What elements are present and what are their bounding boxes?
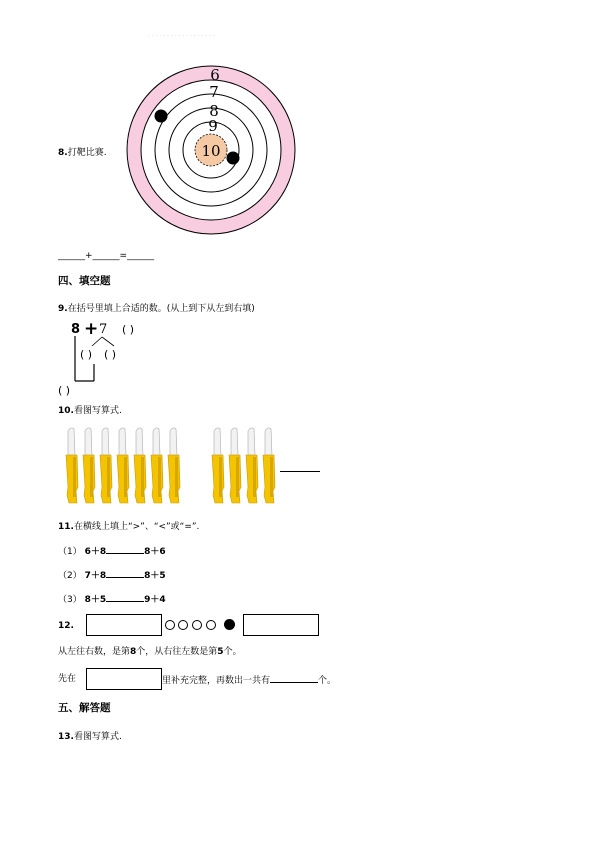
section-4-title: 四、填空题 [58,275,111,287]
q11-blank-2[interactable] [106,568,144,578]
q12-box-right[interactable] [243,614,319,636]
q11-item-2: （2） 7＋8 8＋5 [58,568,166,582]
faint-header: · · · · · · · · · · · · · · · · · · [148,33,215,40]
q9-paren-left: ( ) [80,348,93,361]
knife-7 [168,428,180,503]
q11-blank-3[interactable] [106,592,144,602]
q9-branch-right [102,337,114,346]
knife-8 [212,428,224,503]
q12-line2-a: 先在 [58,674,77,684]
ring-label-7: 7 [209,83,219,101]
q12-hollow-circle-3 [192,620,202,630]
ring-label-9: 9 [208,117,218,135]
q9-paren-right: ( ) [104,348,117,361]
ring-label-10: 10 [201,142,221,160]
q11-blank-1[interactable] [106,544,144,554]
ring-label-8: 8 [209,102,219,120]
knife-3 [100,428,112,503]
section-5-title: 五、解答题 [58,702,111,714]
q9-num1: 8 [71,322,81,337]
q8-prompt: 8.打靶比赛. [58,148,107,158]
q9-plus: + [84,319,99,339]
shooting-target [125,64,297,236]
q13-prompt: 13.看图写算式. [58,732,122,742]
q12-hollow-circle-1 [165,620,175,630]
q12-count-blank[interactable] [270,673,318,683]
q11-item-3: （3） 8＋5 9＋4 [58,592,166,606]
q9-num2: 7 [99,322,108,337]
q12-line2-b: 里补充完整，再数出一共有 个。 [162,673,336,687]
q12-label: 12. [58,621,74,631]
knife-picture [62,425,282,507]
knife-9 [229,428,241,503]
knife-4 [117,428,129,503]
q10-prompt: 10.看图写算式. [58,406,122,416]
q9-diagram [58,318,168,398]
knife-11 [263,428,275,503]
q12-box-fill[interactable] [86,668,162,690]
q9-prompt: 9.在括号里填上合适的数。(从上到下从左到右填) [58,304,255,314]
q11-item-1: （1） 6＋8 8＋6 [58,544,166,558]
q12-hollow-circle-2 [178,620,188,630]
q12-box-left[interactable] [86,614,162,636]
q11-prompt: 11.在横线上填上“>”、“<”或“=”. [58,522,200,532]
bullet-hole-center [227,152,240,165]
q9-paren-bottom: ( ) [58,384,71,397]
knife-2 [83,428,95,503]
ring-label-6: 6 [210,66,220,84]
q12-solid-circle [224,619,235,630]
q12-line1: 从左往右数，是第8个，从右往左数是第5个。 [58,647,242,657]
q8-equation[interactable]: ______+______=______ [58,251,155,261]
q10-answer-line[interactable] [280,471,320,472]
knife-6 [151,428,163,503]
knife-5 [134,428,146,503]
knife-10 [246,428,258,503]
q9-paren-answer: ( ) [122,323,135,336]
bullet-hole-left [155,110,168,123]
knife-1 [66,428,78,503]
q12-hollow-circle-4 [206,620,216,630]
